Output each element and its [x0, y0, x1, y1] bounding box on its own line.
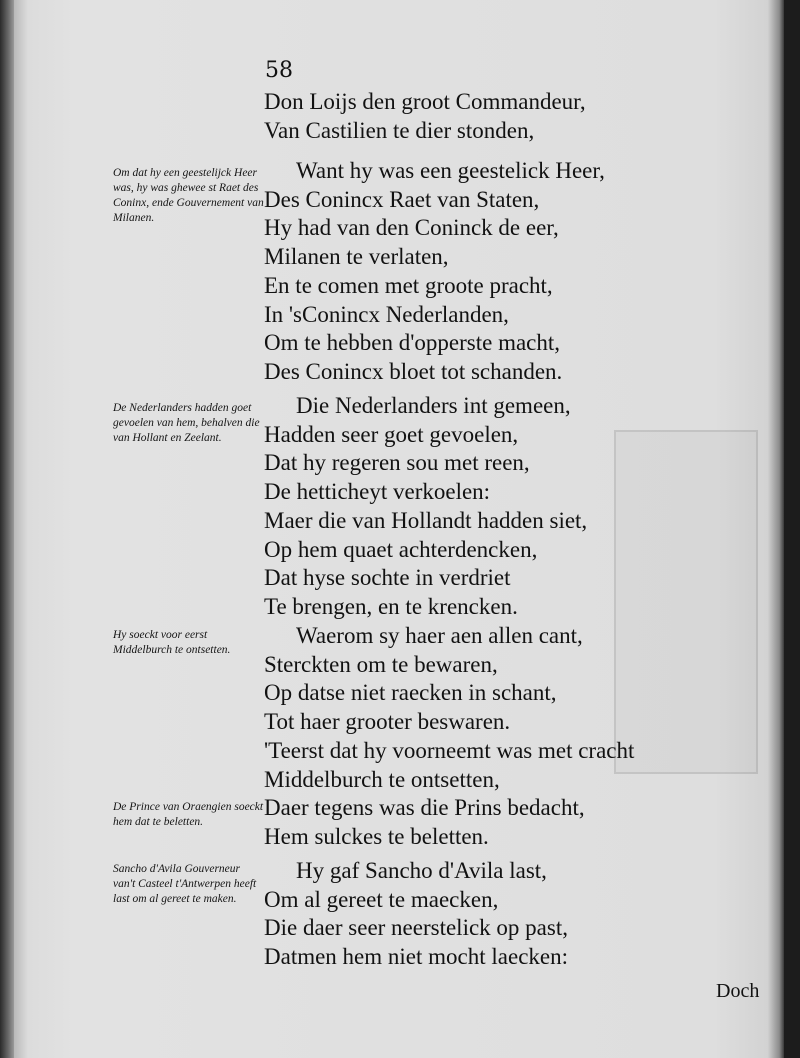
verse-line: Te brengen, en te krencken.	[264, 593, 518, 619]
stanza-4	[264, 622, 634, 852]
book-spine	[0, 0, 14, 1058]
margin-note: Sancho d'Avila Gouverneur van't Casteel t'Antwerpen heeft last om al gereet te maken.	[113, 863, 257, 905]
verse-line: Op datse niet raecken in schant,	[264, 680, 557, 706]
verse-line: Maer die van Hollandt hadden siet,	[264, 507, 588, 533]
verse-line: 'Teerst dat hy voorneemt was met cracht	[264, 737, 635, 763]
verse-line: De hetticheyt verkoelen:	[264, 479, 491, 505]
verse-line: Hem sulckes te beletten.	[264, 823, 489, 849]
verse-line: Hy gaf Sancho d'Avila last,	[296, 858, 547, 883]
verse-line: En te comen met groote pracht,	[264, 272, 553, 298]
verse-line: Middelburch te ontsetten,	[264, 766, 500, 792]
verse-line: Dat hyse sochte in verdriet	[264, 565, 511, 591]
margin-note: De Prince van Oraengien soeckt hem dat te beletten.	[113, 801, 264, 828]
margin-note: De Nederlanders hadden goet gevoelen van hem, behalven die van Hollant en Zeelant.	[113, 402, 260, 444]
stanza-1	[264, 88, 586, 145]
verse-line: Des Conincx Raet van Staten,	[264, 186, 540, 212]
verse-line: Op hem quaet achterdencken,	[264, 536, 538, 562]
verse-line: In 'sConincx Nederlanden,	[264, 301, 509, 327]
stanza-5	[264, 857, 568, 972]
verse-line: Datmen hem niet mocht laecken:	[264, 944, 568, 970]
verse-line: Milanen te verlaten,	[264, 244, 449, 270]
verse-line: Tot haer grooter beswaren.	[264, 709, 511, 735]
verse-line: Dat hy regeren sou met reen,	[264, 450, 530, 476]
verse-line: Des Conincx bloet tot schanden.	[264, 358, 563, 384]
catchword: Doch	[716, 980, 760, 1002]
show-through-woodcut	[614, 430, 758, 774]
verse-line: Want hy was een geestelick Heer,	[296, 158, 605, 183]
stanza-2	[264, 157, 605, 387]
verse-line: Om al gereet te maecken,	[264, 886, 499, 912]
verse-line: Hadden seer goet gevoelen,	[264, 421, 519, 447]
margin-note: Hy soeckt voor eerst Middelburch te ontsetten.	[113, 629, 231, 656]
verse-line: Die daer seer neerstelick op past,	[264, 915, 568, 941]
verse-line: Daer tegens was die Prins bedacht,	[264, 795, 585, 821]
verse-line: Van Castilien te dier stonden,	[264, 117, 535, 143]
verse-line: Om te hebben d'opperste macht,	[264, 330, 561, 356]
verse-line: Die Nederlanders int gemeen,	[296, 393, 571, 418]
verse-line: Hy had van den Coninck de eer,	[264, 215, 559, 241]
page-number: 58	[265, 58, 293, 83]
stanza-3	[264, 392, 587, 622]
verse-line: Don Loijs den groot Commandeur,	[264, 89, 586, 114]
verse-line: Sterckten om te bewaren,	[264, 651, 498, 677]
verse-line: Waerom sy haer aen allen cant,	[296, 623, 583, 648]
page-edge	[768, 0, 784, 1058]
margin-note: Om dat hy een geestelijck Heer was, hy was ghewee st Raet des Coninx, ende Gouvernement van Milanen.	[113, 167, 264, 224]
